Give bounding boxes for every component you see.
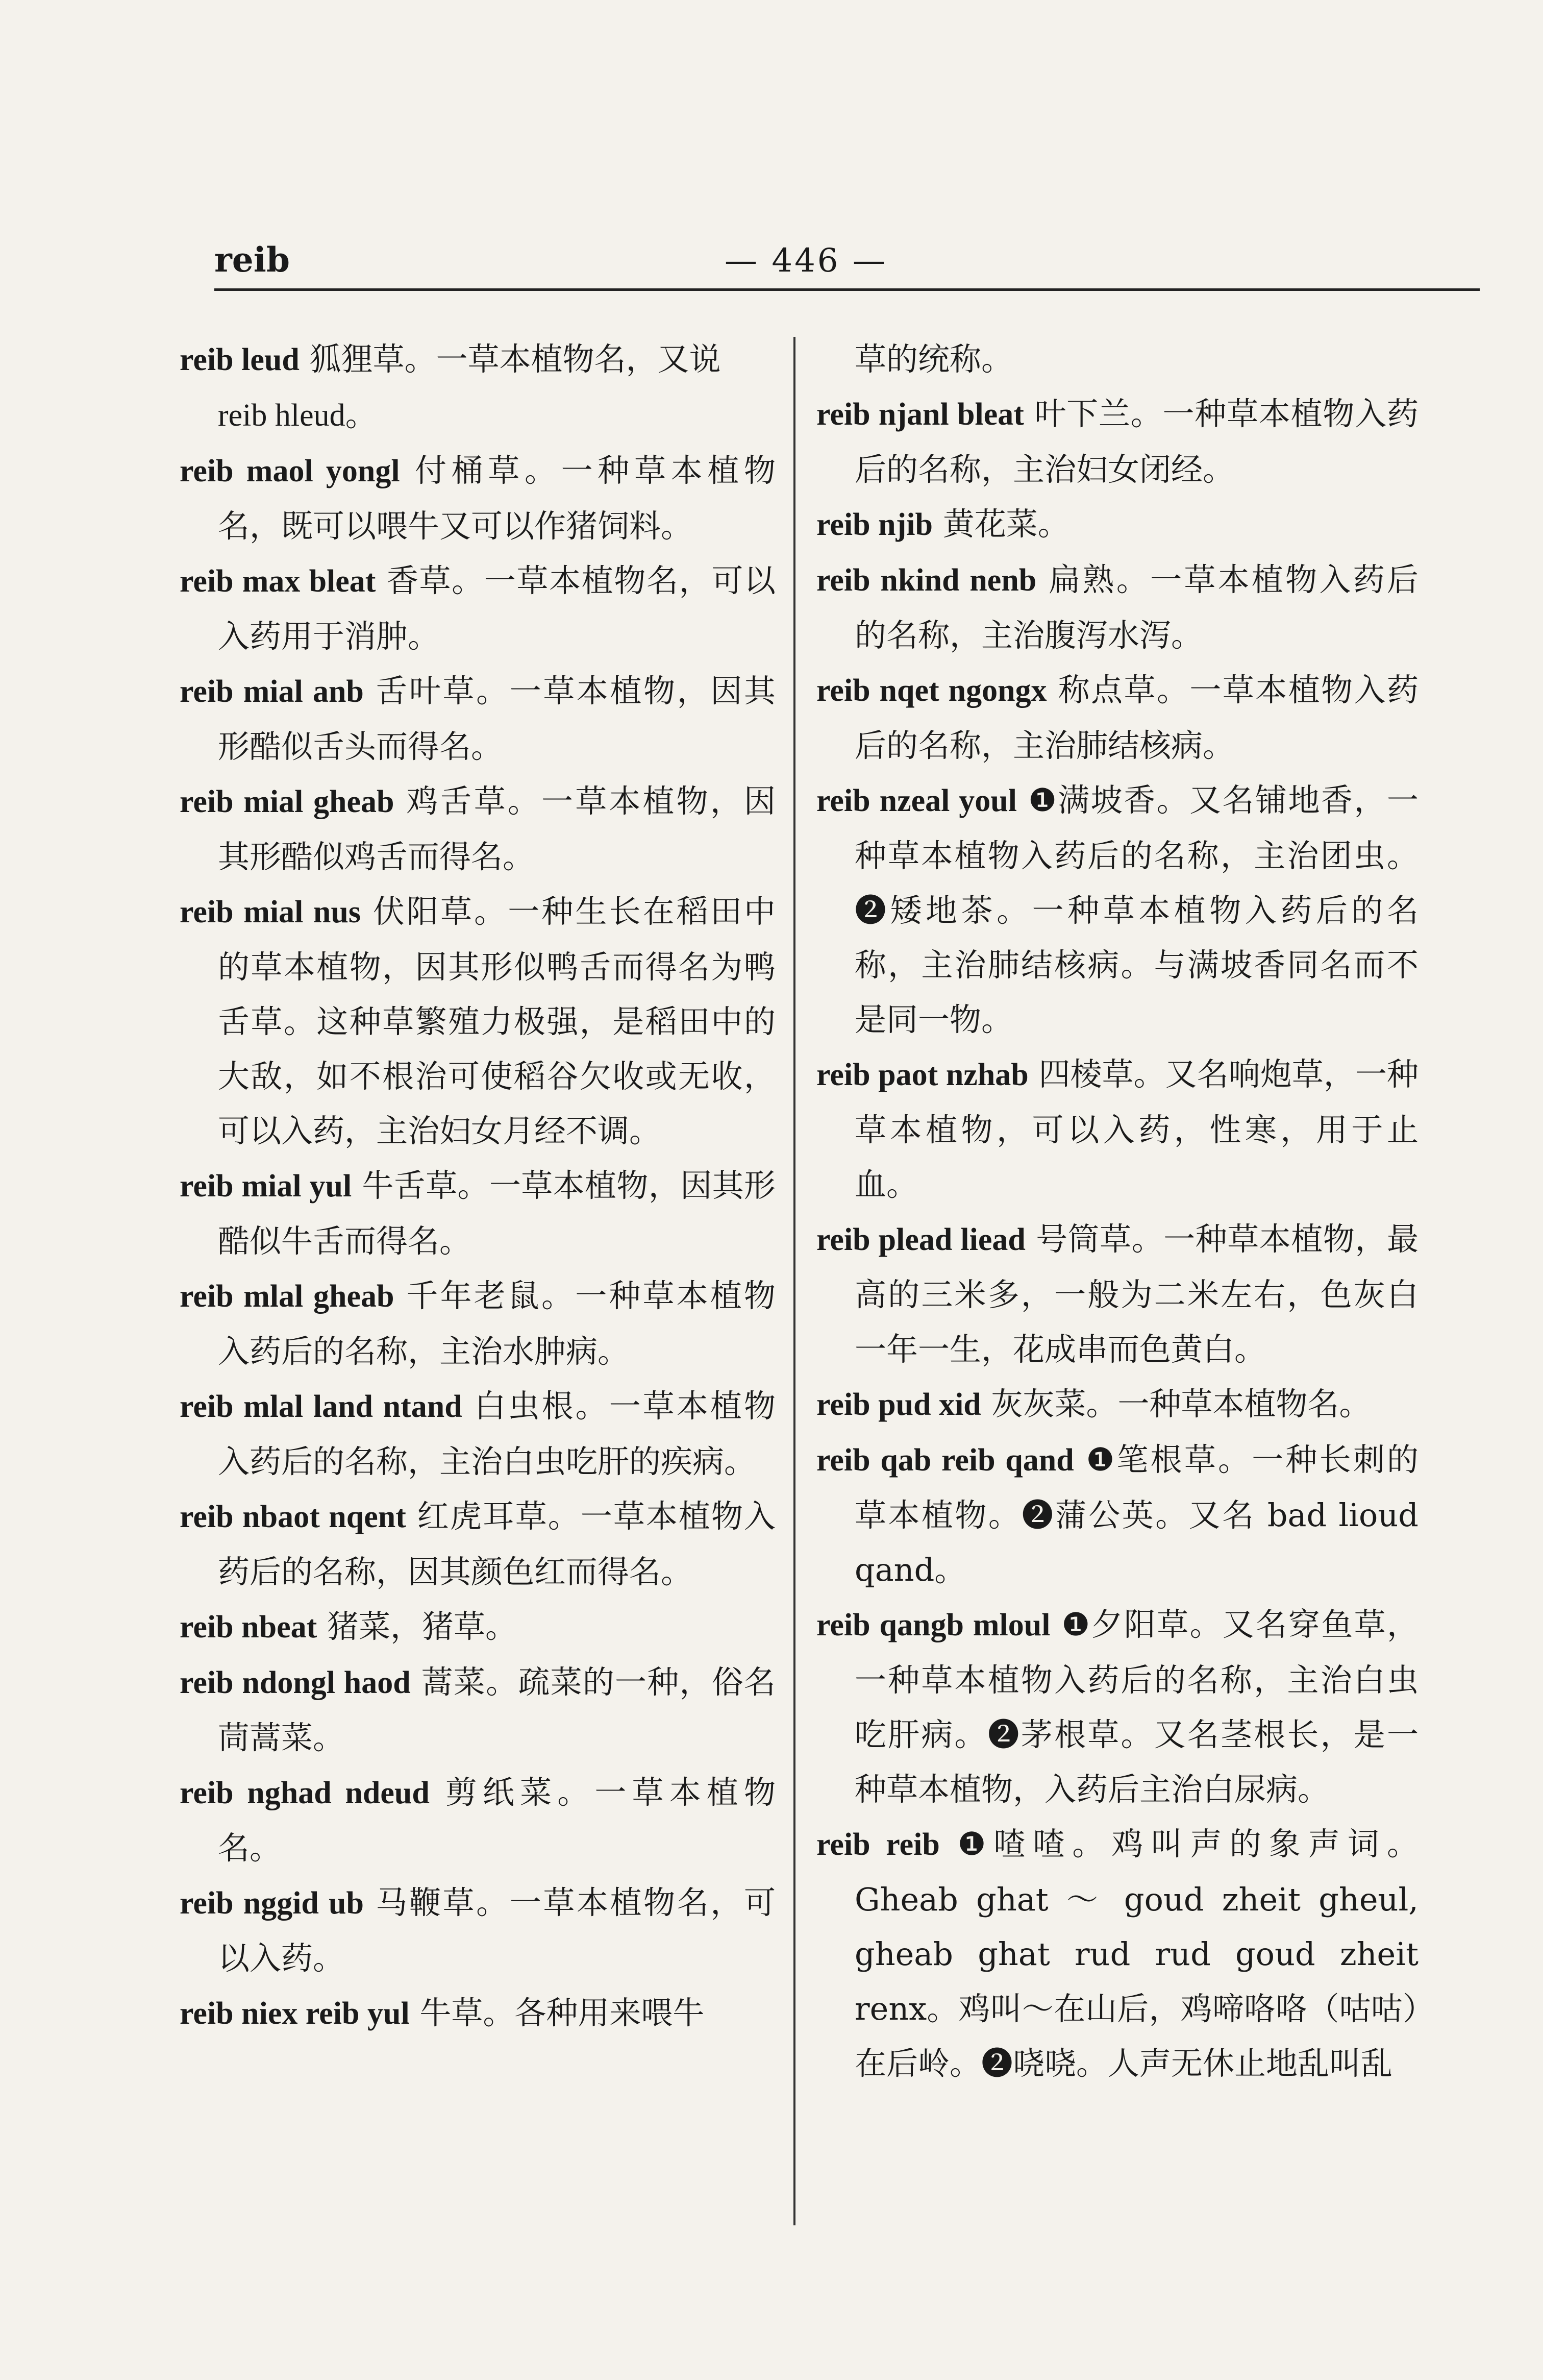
definition: 千年老鼠。一种草本植物入药后的名称，主治水肿病。 — [218, 1277, 776, 1370]
headword: reib mial gheab — [180, 784, 394, 819]
dictionary-entry — [180, 774, 776, 884]
headword: reib nkind nenb — [816, 563, 1037, 598]
dictionary-entry — [180, 1268, 776, 1379]
headword: reib ndongl haod — [180, 1665, 411, 1700]
headword: reib nggid ub — [180, 1886, 364, 1921]
dictionary-entry — [180, 1158, 776, 1268]
headword: reib pud xid — [816, 1387, 981, 1422]
definition: 黄花菜。 — [942, 505, 1069, 543]
headword: reib mial anb — [180, 674, 364, 709]
dictionary-entry — [180, 1489, 776, 1599]
headword: reib reib — [816, 1827, 940, 1862]
definition-tail: reib hleud。 — [218, 398, 377, 433]
right-column — [816, 332, 1418, 2091]
headword: reib mlal land ntand — [180, 1389, 462, 1424]
dictionary-entry — [180, 332, 776, 443]
headword: reib nghad ndeud — [180, 1776, 430, 1810]
dictionary-entry — [180, 664, 776, 774]
headword: reib nbaot nqent — [180, 1500, 406, 1534]
definition: 舌叶草。一草本植物，因其形酷似舌头而得名。 — [218, 672, 776, 765]
dictionary-entry — [816, 1377, 1418, 1432]
dictionary-entry — [180, 1875, 776, 1985]
headword: reib niex reib yul — [180, 1996, 410, 2031]
headword: reib nqet ngongx — [816, 673, 1047, 708]
dictionary-entry — [816, 497, 1418, 552]
dictionary-entry — [816, 663, 1418, 773]
dictionary-entry — [180, 1379, 776, 1489]
definition: 香草。一草本植物名，可以入药用于消肿。 — [218, 562, 776, 655]
dictionary-entry — [816, 1817, 1418, 2091]
definition: 四棱草。又名响炮草，一种草本植物，可以入药，性寒，用于止血。 — [855, 1056, 1418, 1203]
definition: 剪纸菜。一草本植物名。 — [218, 1774, 776, 1867]
dictionary-entry — [180, 553, 776, 664]
headword: reib plead liead — [816, 1222, 1026, 1257]
headword: reib qab reib qand — [816, 1443, 1074, 1478]
headword: reib mlal gheab — [180, 1279, 394, 1314]
definition: 称点草。一草本植物入药后的名称，主治肺结核病。 — [855, 671, 1418, 764]
definition: 猪菜，猪草。 — [327, 1608, 517, 1645]
definition: 伏阳草。一种生长在稻田中的草本植物，因其形似鸭舌而得名为鸭舌草。这种草繁殖力极强，是稻田中的大敌，如不根治可使稻谷欠收或无收，可以入药，主治妇女月经不调。 — [218, 893, 776, 1149]
headword: reib mial nus — [180, 895, 361, 929]
definition: 狐狸草。一草本植物名，又说 — [309, 340, 721, 378]
dictionary-entry — [816, 386, 1418, 497]
definition: ❶喳喳。鸡叫声的象声词。Gheab ghat ～ goud zheit gheul, gheab ghat rud rud goud zheit renx。鸡叫～在山后，鸡啼咯咯（咕咕）在后岭。❷哓哓。人声无休止地乱叫乱 — [855, 1825, 1418, 2082]
definition: ❶夕阳草。又名穿鱼草，一种草本植物入药后的名称，主治白虫吃肝病。❷茅根草。又名茎根长，是一种草本植物，入药后主治白尿病。 — [855, 1606, 1418, 1808]
guide-word: reib — [214, 240, 290, 280]
headword: reib njanl bleat — [816, 397, 1024, 432]
headword: reib njib — [816, 507, 933, 542]
dictionary-entry — [816, 773, 1418, 1047]
page-header — [214, 219, 1413, 291]
dictionary-entry — [180, 1765, 776, 1875]
dictionary-entry — [180, 1655, 776, 1765]
definition: 牛草。各种用来喂牛 — [419, 1994, 705, 2031]
dictionary-entry — [816, 1047, 1418, 1212]
header-rule — [214, 288, 1480, 291]
headword: reib paot nzhab — [816, 1058, 1029, 1092]
dictionary-entry — [180, 884, 776, 1158]
left-column — [180, 332, 776, 2041]
definition: 鸡舌草。一草本植物，因其形酷似鸡舌而得名。 — [218, 782, 776, 875]
page-number: — 446 — — [725, 242, 887, 280]
dictionary-entry — [816, 1597, 1418, 1817]
continued-definition: 草的统称。 — [855, 340, 1013, 378]
dictionary-entry — [816, 552, 1418, 663]
definition: 红虎耳草。一草本植物入药后的名称，因其颜色红而得名。 — [218, 1498, 776, 1590]
dictionary-entry — [180, 443, 776, 553]
definition: ❶笔根草。一种长刺的草本植物。❷蒲公英。又名 bad lioud qand。 — [855, 1441, 1418, 1588]
dictionary-entry — [180, 1599, 776, 1655]
definition: 马鞭草。一草本植物名，可以入药。 — [218, 1884, 776, 1977]
headword: reib qangb mloul — [816, 1608, 1051, 1642]
definition: 号筒草。一种草本植物，最高的三米多，一般为二米左右，色灰白一年一生，花成串而色黄白。 — [855, 1220, 1418, 1368]
definition: ❶满坡香。又名铺地香，一种草本植物入药后的名称，主治团虫。❷矮地茶。一种草本植物入药后的名称，主治肺结核病。与满坡香同名而不是同一物。 — [855, 781, 1418, 1038]
definition: 叶下兰。一种草本植物入药后的名称，主治妇女闭经。 — [855, 395, 1418, 488]
definition: 白虫根。一草本植物入药后的名称，主治白虫吃肝的疾病。 — [218, 1387, 776, 1480]
dictionary-entry — [816, 1432, 1418, 1597]
definition: 扁熟。一草本植物入药后的名称，主治腹泻水泻。 — [855, 561, 1418, 654]
definition: 灰灰菜。一种草本植物名。 — [991, 1385, 1371, 1422]
dictionary-entry — [180, 1985, 776, 2041]
headword: reib maol yongl — [180, 454, 400, 488]
headword: reib max bleat — [180, 564, 376, 599]
headword: reib nzeal youl — [816, 783, 1017, 818]
definition: 牛舌草。一草本植物，因其形酷似牛舌而得名。 — [218, 1167, 776, 1260]
definition: 蒿菜。疏菜的一种，俗名茼蒿菜。 — [218, 1663, 776, 1756]
headword: reib nbeat — [180, 1610, 317, 1645]
definition: 付桶草。一种草本植物名，既可以喂牛又可以作猪饲料。 — [218, 452, 776, 545]
headword: reib mial yul — [180, 1169, 352, 1204]
dictionary-entry — [816, 1212, 1418, 1377]
headword: reib leud — [180, 342, 300, 377]
column-divider — [793, 337, 795, 2225]
